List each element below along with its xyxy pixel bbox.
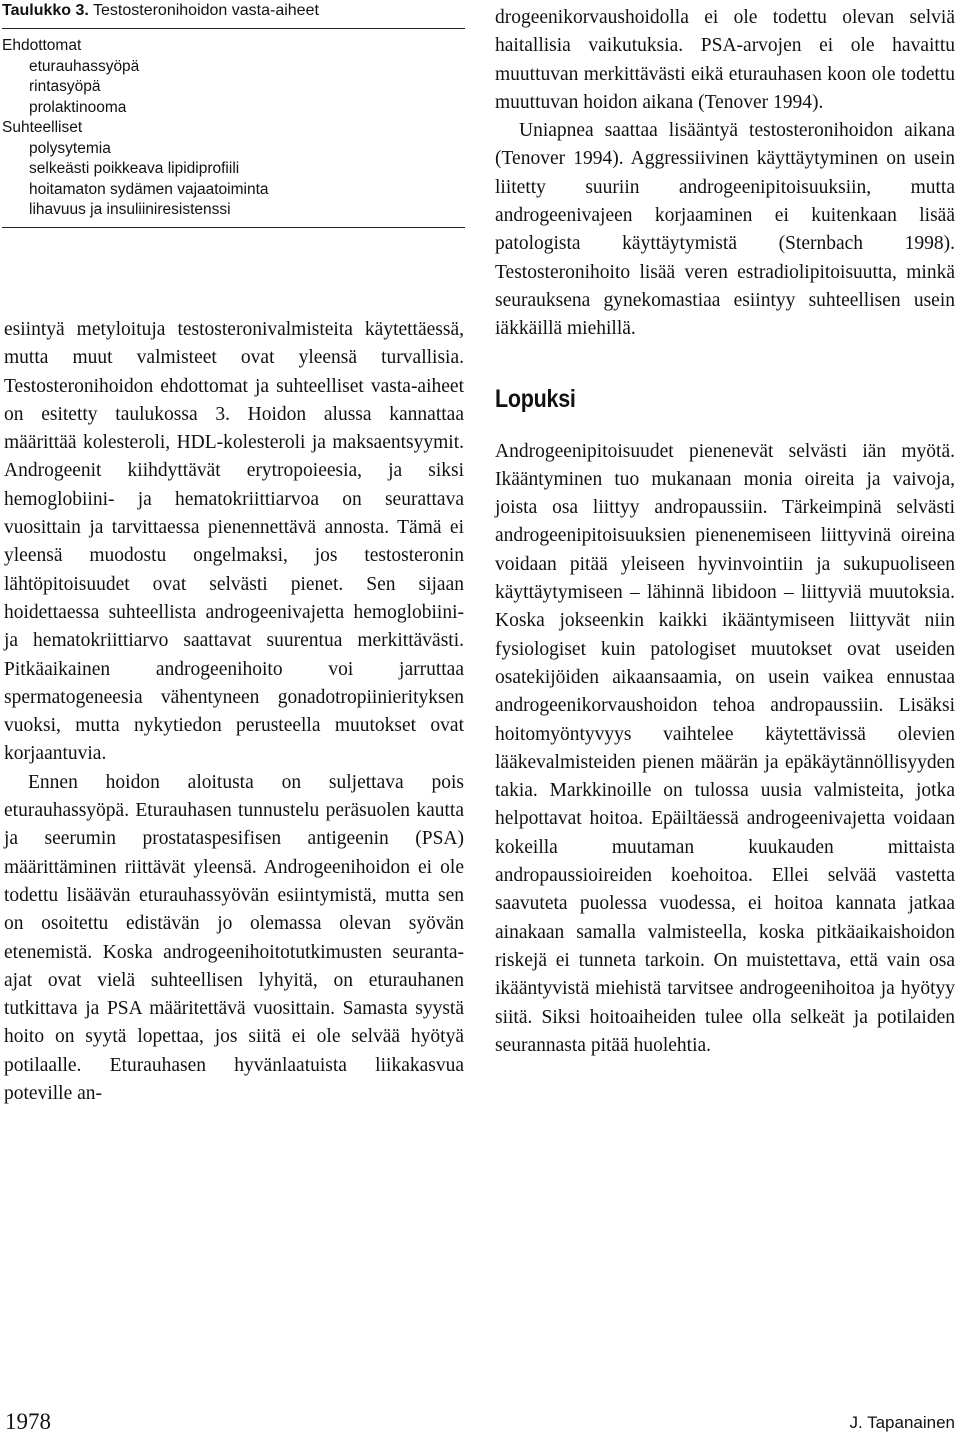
table-body xyxy=(2,29,465,221)
body-paragraph: Uniapnea saattaa lisääntyä testosteronihoidon aikana (Tenover 1994). Aggressiivinen käyttäytyminen on usein liitetty suuriin androgeenipitoisuuksiin, mutta androgeenivajeen korjaaminen ei kuitenkaan lisää patologista käyttäytymistä (Sternbach 1998). Testosteronihoito lisää veren estradiolipitoisuutta, minkä seurauksena gynekomastiaa esiintyy suhteellisen usein iäkkäillä miehillä. xyxy=(495,120,955,340)
table-item: polysytemia xyxy=(29,139,111,157)
table-item: lihavuus ja insuliiniresistenssi xyxy=(29,201,231,218)
table-3 xyxy=(2,0,465,228)
section-heading: Lopuksi xyxy=(495,384,576,413)
right-column xyxy=(495,4,955,1060)
table-category: Ehdottomat xyxy=(2,37,82,54)
author-name: J. Tapanainen xyxy=(849,1413,955,1432)
table-item: hoitamaton sydämen vajaatoiminta xyxy=(29,180,269,198)
table-item: prolaktinooma xyxy=(29,98,127,116)
table-caption xyxy=(2,0,465,22)
body-paragraph: Androgeenipitoisuudet pienenevät selvästi iän myötä. Ikääntyminen tuo mukanaan monia oireita ja vaivoja, joista osa liittyy andropaussiin. Tärkeimpinä selvästi androgeenipitoisuuksien pienenemiseen liittyvinä oireina voidaan pitää yleiseen hyvinvointiin ja sukupuoliseen käyttäytymiseen – lähinnä libidoon – liittyviä muutoksia. Koska jokseenkin kaikki ikääntymiseen liittyvät niin fysiologiset kuin patologiset muutokset ovat useiden osatekijöiden aikaansaamia, on usein vaikea ennustaa androgeenikorvaushoidon tehoa andropaussiin. Lisäksi hoitomyöntyvyys vaihtelee käytettävissä olevien lääkevalmisteiden pienen määrän ja epäkäytännöllisyyden takia. Markkinoille on tulossa uusia valmisteita, jotka helpottavat hoitoa. Epäiltäessä androgeenivajetta voidaan kokeilla muutaman kuukauden mittaista andropaussioireiden koehoitoa. Ellei selvää vastetta saavuteta puolessa vuodessa, ei hoitoa kannata jatkaa ainakaan samalla valmisteella, koska pitkäaikaishoidon riskejä ei tunneta tarkoin. On muistettava, että vain osa ikääntyvistä miehistä tarvitsee androgeenihoitoa ja hyötyy siitä. Siksi hoitoaiheiden tulee olla selkeät ja potilaiden seurannasta pitää huolehtia. xyxy=(495,440,955,1056)
table-item: eturauhassyöpä xyxy=(29,57,140,75)
table-caption-label: Taulukko 3. xyxy=(2,2,89,19)
table-bottom-rule xyxy=(2,227,465,228)
table-item: rintasyöpä xyxy=(29,78,101,95)
table-item: selkeästi poikkeava lipidiprofiili xyxy=(29,160,240,177)
body-paragraph: drogeenikorvaushoidolla ei ole todettu olevan selviä haitallisia vaikutuksia. PSA-arvojen ei ole havaittu muuttuvan merkittävästi eikä eturauhasen koon ole todettu muuttuvan hoidon aikana (Tenover 1994). xyxy=(495,7,955,113)
body-paragraph: Ennen hoidon aloitusta on suljettava pois eturauhassyöpä. Eturauhasen tunnustelu peräsuolen kautta ja seerumin prostataspesifisen antigeenin (PSA) määrittäminen riittävät yleensä. Androgeenihoidon ei ole todettu lisäävän eturauhassyövän esiintymistä, mutta sen on osoitettu edistävän jo olemassa olevan syövän etenemistä. Koska androgeenihoitotutkimusten seuranta-ajat ovat vielä suhteellisen lyhyitä, on eturauhanen tutkittava ja PSA määritettävä vuosittain. Samasta syystä hoito on syytä lopettaa, jos siitä ei ole selvää hyötyä potilaalle. Eturauhasen hyvänlaatuista liikakasvua poteville an- xyxy=(4,771,464,1105)
page-number: 1978 xyxy=(5,1409,51,1434)
body-paragraph: esiintyä metyloituja testosteronivalmisteita käytettäessä, mutta muut valmisteet ovat yleensä turvallisia. Testosteronihoidon ehdottomat ja suhteelliset vasta-aiheet on esitetty taulukossa 3. Hoidon alussa kannattaa määrittää kolesteroli, HDL-kolesteroli ja maksaentsyymit. Androgeenit kiihdyttävät erytropoieesia, ja siksi hemoglobiini- ja hematokriittiarvoa on seurattava vuosittain ja tarvittaessa pienennettävä annosta. Tämä ei yleensä muodostu ongelmaksi, jos testosteronin lähtöpitoisuudet ovat selvästi pienet. Sen sijaan hoidettaessa suhteellista androgeenivajetta hemoglobiini- ja hematokriittiarvo saattavat suurentua merkittävästi. Pitkäaikainen androgeenihoito voi jarruttaa spermatogeneesia vähentyneen gonadotropiinierityksen vuoksi, mutta nykytiedon perusteella muutokset ovat korjaantuvia. xyxy=(4,319,464,765)
table-category: Suhteelliset xyxy=(2,119,83,136)
table-caption-text: Testosteronihoidon vasta-aiheet xyxy=(93,2,319,19)
left-column xyxy=(4,316,464,1108)
